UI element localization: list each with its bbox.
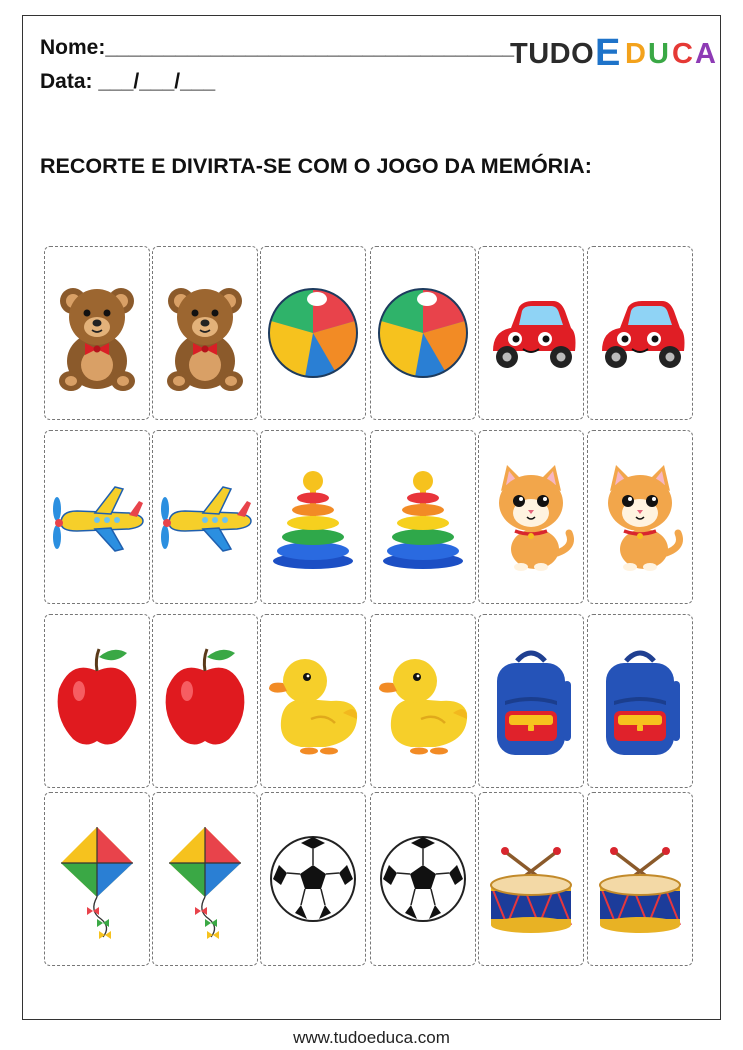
beach-ball-icon [265, 273, 361, 393]
logo-part: E [595, 32, 621, 74]
memory-card [44, 614, 150, 788]
memory-card [370, 246, 476, 420]
beach-ball-icon [375, 273, 471, 393]
toy-airplane-icon [49, 457, 145, 577]
memory-card [370, 792, 476, 966]
backpack-icon [592, 641, 688, 761]
kitten-icon [483, 457, 579, 577]
memory-card [44, 246, 150, 420]
instruction-title: RECORTE E DIVIRTA-SE COM O JOGO DA MEMÓRIA: [40, 154, 592, 178]
teddy-bear-icon [157, 273, 253, 393]
memory-card [152, 246, 258, 420]
memory-card [478, 246, 584, 420]
memory-card [587, 792, 693, 966]
memory-card [44, 430, 150, 604]
name-field: Nome:___________________________________ [40, 36, 515, 59]
memory-card [370, 614, 476, 788]
memory-card [478, 430, 584, 604]
toy-car-icon [483, 273, 579, 393]
memory-card [152, 614, 258, 788]
drum-icon [592, 819, 688, 939]
kite-icon [157, 819, 253, 939]
logo-part: D [625, 38, 647, 70]
memory-card [587, 614, 693, 788]
toy-car-icon [592, 273, 688, 393]
soccer-ball-icon [375, 819, 471, 939]
stacking-rings-icon [265, 457, 361, 577]
footer-url: www.tudoeduca.com [293, 1028, 450, 1047]
memory-card [587, 430, 693, 604]
memory-card [260, 246, 366, 420]
memory-card [260, 614, 366, 788]
tudoeduca-logo [510, 30, 720, 80]
soccer-ball-icon [265, 819, 361, 939]
apple-icon [157, 641, 253, 761]
logo-part: U [648, 38, 670, 70]
memory-card [370, 430, 476, 604]
memory-card [478, 792, 584, 966]
backpack-icon [483, 641, 579, 761]
stacking-rings-icon [375, 457, 471, 577]
teddy-bear-icon [49, 273, 145, 393]
logo-part: TUDO [510, 38, 595, 70]
drum-icon [483, 819, 579, 939]
kitten-icon [592, 457, 688, 577]
memory-card [152, 792, 258, 966]
memory-card [260, 792, 366, 966]
duck-icon [265, 641, 361, 761]
toy-airplane-icon [157, 457, 253, 577]
memory-card [478, 614, 584, 788]
memory-card [587, 246, 693, 420]
duck-icon [375, 641, 471, 761]
memory-card [152, 430, 258, 604]
memory-card [44, 792, 150, 966]
logo-part: A [695, 38, 717, 70]
date-field: Data: ___/___/___ [40, 70, 216, 93]
kite-icon [49, 819, 145, 939]
logo-part: C [672, 38, 694, 70]
memory-card [260, 430, 366, 604]
apple-icon [49, 641, 145, 761]
